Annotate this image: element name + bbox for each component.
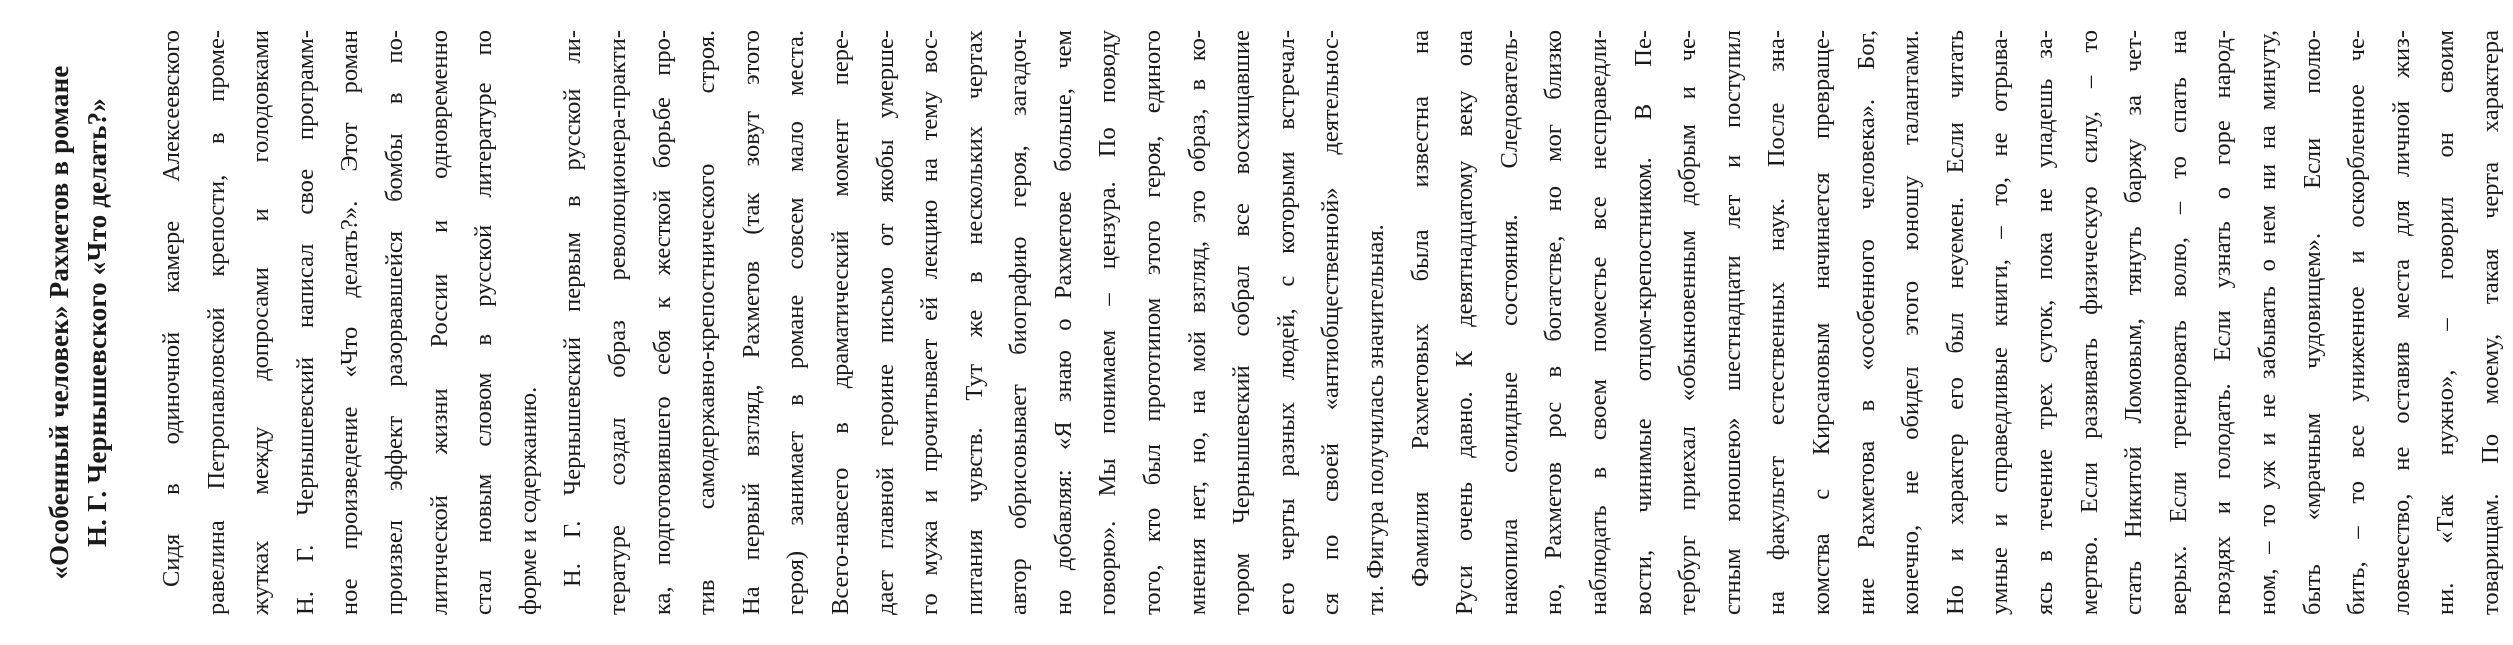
body-text-line: ние Рахметова в «особенного человека». Бог, <box>1852 30 1880 615</box>
body-text-line: форме и содержанию. <box>514 386 542 615</box>
body-text-line: верых. Если тренировать волю, – то спать на <box>2164 30 2192 615</box>
body-text-line: тербург приехал «обыкновенным добрым и че- <box>1674 30 1702 615</box>
body-text-line: ка, подготовившего себя к жесткой борьбе про- <box>648 30 676 615</box>
body-text-line: героя) занимает в романе совсем мало места. <box>782 30 810 615</box>
body-text-line: Н. Г. Чернышевский написал свое программ- <box>291 30 319 615</box>
body-text-line: автор обрисовывает биографию героя, загадоч- <box>1005 30 1033 615</box>
body-text-line: конечно, не обидел этого юношу талантами. <box>1897 30 1925 615</box>
body-text-line: гвоздях и голодать. Если узнать о горе народ- <box>2209 30 2237 615</box>
body-text-line: тором Чернышевский собрал все восхищавшие <box>1228 30 1256 615</box>
body-text-line: Н. Г. Чернышевский первым в русской ли- <box>559 30 587 587</box>
body-text-line: мнения нет, но, на мой взгляд, это образ, в ко- <box>1183 30 1211 615</box>
body-text-line: стным юношею» шестнадцати лет и поступил <box>1718 30 1746 615</box>
article-title <box>40 30 116 615</box>
body-text-line: ни. «Так нужно», – говорил он своим <box>2432 30 2460 615</box>
body-text-line: но, Рахметов рос в богатстве, но мог близко <box>1540 30 1568 615</box>
body-text-line: умные и справедливые книги, – то, не отрыва- <box>1986 30 2014 615</box>
body-text-line: ясь в течение трех суток, пока не упадешь за- <box>2030 30 2058 615</box>
body-text-line: Но и характер его был неуемен. Если читать <box>1941 30 1969 615</box>
body-text-line: его черты разных людей, с которыми встречал- <box>1272 30 1300 615</box>
body-text-line: наблюдать в своем поместье все несправедли- <box>1585 30 1612 615</box>
body-text-line: того, кто был прототипом этого героя, единого <box>1139 30 1167 615</box>
body-text-line: товарищам. По моему, такая черта характера <box>2476 30 2504 615</box>
body-text-line: вости, чинимые отцом-крепостником. В Пе- <box>1629 30 1657 615</box>
body-text-line: литической жизни России и одновременно <box>425 30 453 615</box>
body-text-line: но добавляя: «Я знаю о Рахметове больше, чем <box>1049 30 1077 615</box>
body-text-line: быть «мрачным чудовищем». Если полю- <box>2298 30 2326 615</box>
article-body <box>150 30 2513 615</box>
body-text-line: Фамилия Рахметовых была известна на <box>1406 30 1434 587</box>
body-text-line: говорю». Мы понимаем – цензура. По поводу <box>1094 30 1122 615</box>
body-text-line: На первый взгляд, Рахметов (так зовут этого <box>737 30 765 615</box>
body-text-line: го мужа и прочитывает ей лекцию на тему вос- <box>916 30 944 615</box>
article-title-line: Н. Г. Чернышевского «Что делать?» <box>82 98 112 548</box>
body-text-line: произвел эффект разорвавшейся бомбы в по- <box>380 30 408 615</box>
article-title-line: «Особенный человек» Рахметов в романе <box>44 65 74 580</box>
body-text-line: Сидя в одиночной камере Алексеевского <box>158 30 185 587</box>
body-text-line: Руси очень давно. К девятнадцатому веку она <box>1451 30 1479 615</box>
body-text-line: ное произведение «Что делать?». Этот роман <box>336 30 364 615</box>
body-text-line: стал новым словом в русской литературе по <box>470 30 498 615</box>
body-text-line: дает главной героине письмо от якобы умерше- <box>871 30 899 615</box>
body-text-line: комства с Кирсановым начинается превраще- <box>1807 30 1835 615</box>
body-text-line: тературе создал образ революционера-практи- <box>603 30 631 615</box>
body-text-line: ловечество, не оставив места для личной жиз- <box>2387 30 2415 615</box>
body-text-line: Всего-навсего в драматический момент пере- <box>826 30 854 615</box>
body-text-line: на факультет естественных наук. После зна- <box>1763 30 1791 615</box>
body-text-line: мертво. Если развивать физическую силу, – то <box>2075 30 2103 615</box>
body-text-line: тив самодержавно-крепостнического строя. <box>693 30 721 615</box>
body-text-line: бить, – то все униженное и оскорбленное че- <box>2343 30 2371 615</box>
body-text-line: питания чувств. Тут же в нескольких чертах <box>960 30 988 615</box>
article <box>40 30 2513 615</box>
body-text-line: жутках между допросами и голодовками <box>247 30 275 615</box>
body-text-line: стать Никитой Ломовым, тянуть баржу за чет- <box>2120 30 2148 615</box>
body-text-line: ся по своей «антиобщественной» деятельнос- <box>1317 30 1345 615</box>
body-text-line: ном, – то уж и не забывать о нем ни на минуту, <box>2253 30 2281 615</box>
body-text-line: равелина Петропавловской крепости, в проме- <box>202 30 230 615</box>
body-text-line: ти. Фигура получилась значительная. <box>1362 224 1390 615</box>
body-text-line: накопила солидные состояния. Следователь- <box>1495 30 1523 615</box>
